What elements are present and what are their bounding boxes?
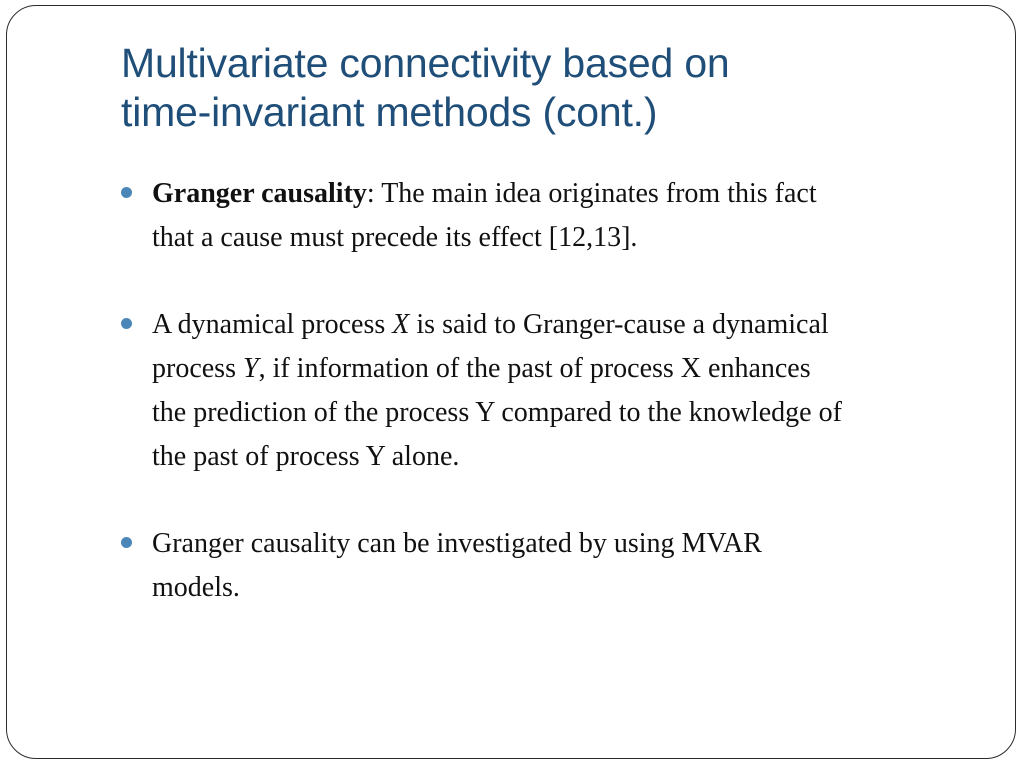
bullet-text: : The main idea originates from this fact — [366, 178, 817, 209]
bullet-text: A dynamical process — [152, 309, 393, 340]
title-line: Multivariate connectivity based on — [121, 40, 730, 86]
bullet-line: models. — [152, 572, 240, 603]
bullet-line — [152, 172, 981, 216]
bullet-granger-cause — [121, 303, 981, 479]
variable-x: X — [392, 309, 410, 340]
bullet-dot-icon — [121, 187, 132, 198]
bullet-list — [121, 172, 981, 610]
bullet-granger-definition — [121, 172, 981, 260]
bullet-line: the prediction of the process Y compared to the knowledge of — [152, 397, 842, 428]
bullet-dot-icon — [121, 318, 132, 329]
title-line: time-invariant methods (cont.) — [121, 89, 658, 135]
bullet-line: that a cause must precede its effect [12,13]. — [152, 222, 638, 253]
bullet-text: is said to Granger-cause a dynamical — [409, 309, 829, 340]
bullet-text: process — [152, 353, 243, 384]
bullet-line — [152, 303, 981, 347]
bullet-dot-icon — [121, 537, 132, 548]
slide-frame — [6, 5, 1016, 759]
slide-title — [121, 39, 981, 137]
bullet-line: the past of process Y alone. — [152, 441, 460, 472]
bullet-line — [152, 347, 981, 391]
term-granger-causality: Granger causality — [152, 178, 367, 209]
bullet-line: Granger causality can be investigated by using MVAR — [152, 528, 762, 559]
bullet-text: , if information of the past of process X enhances — [258, 353, 811, 384]
bullet-mvar-models — [121, 522, 981, 610]
variable-y: Y — [242, 353, 259, 384]
